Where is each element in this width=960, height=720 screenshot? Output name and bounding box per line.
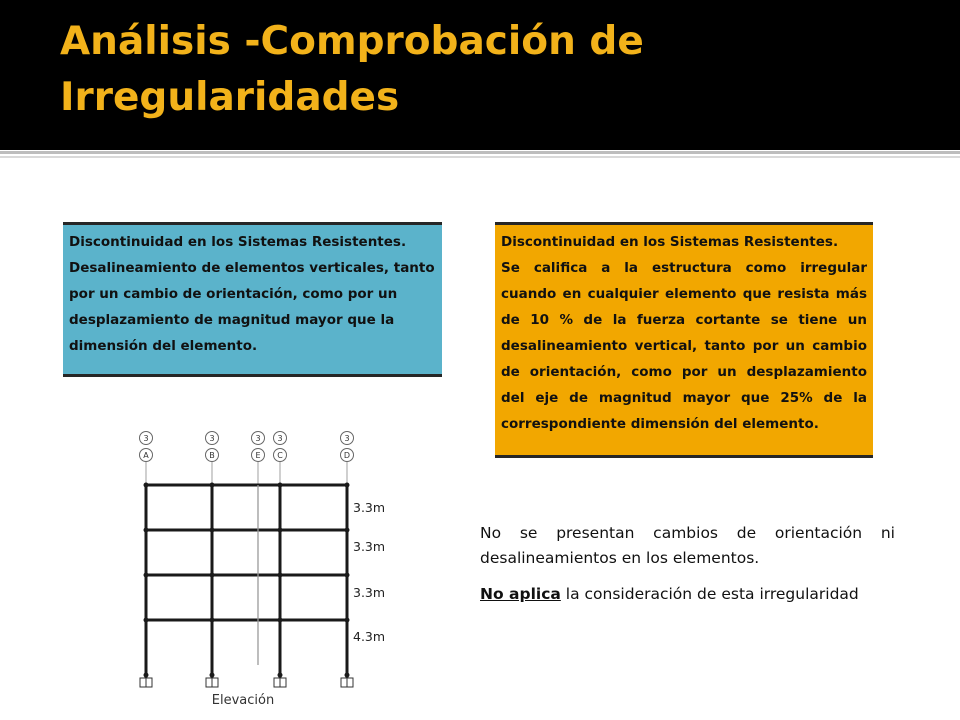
elevation-diagram: [125, 425, 405, 720]
title-bar: [0, 0, 960, 150]
criterion-heading: Discontinuidad en los Sistemas Resistentes.: [501, 234, 839, 250]
axis-e-level: 3: [255, 434, 261, 443]
axis-marker-e: [252, 432, 265, 486]
axis-marker-a: [140, 432, 153, 486]
header-divider-secondary: [0, 156, 960, 158]
axis-marker-c: [274, 432, 287, 486]
axis-c-level: 3: [277, 434, 283, 443]
norm-description-box: [63, 222, 442, 377]
conclusion-verdict: [480, 582, 895, 607]
axis-a-level: 3: [143, 434, 149, 443]
axis-c-label: C: [277, 451, 283, 460]
conclusion-note: [480, 521, 895, 607]
axis-b-label: B: [209, 451, 215, 460]
norm-description-text: Discontinuidad en los Sistemas Resistentes. Desalineamiento de elementos verticales, tanto por un cambio de orientación, como por un desplazamiento de magnitud mayor que la dimensión del elemento.: [69, 234, 435, 354]
axis-marker-b: [206, 432, 219, 486]
axis-e-label: E: [255, 451, 261, 460]
story-height-1: 4.3m: [353, 629, 386, 644]
axis-marker-d: [341, 432, 354, 486]
slide-title: Análisis -Comprobación de Irregularidades: [60, 19, 644, 120]
criterion-text: Se califica a la estructura como irregular cuando en cualquier elemento que resista más de 10 % de la fuerza cortante se tiene un desalineamiento vertical, tanto por un cambio de orientación, como por un desplazamiento del eje de magnitud mayor que 25% de la correspondiente dimensión del elemento.: [501, 260, 867, 432]
criterion-box: [495, 222, 873, 458]
frame-beams: [146, 485, 347, 620]
axis-d-label: D: [343, 451, 351, 460]
foundation-supports: [140, 678, 353, 687]
story-height-4: 3.3m: [353, 500, 386, 515]
axis-b-level: 3: [209, 434, 215, 443]
header-divider: [0, 151, 960, 154]
story-height-3: 3.3m: [353, 539, 386, 554]
axis-a-label: A: [143, 451, 149, 460]
conclusion-line: No se presentan cambios de orientación ni desalineamientos en los elementos.: [480, 524, 895, 567]
axis-markers: [140, 432, 354, 486]
frame-nodes: [144, 483, 350, 678]
verdict-rest: la consideración de esta irregularidad: [560, 585, 859, 603]
story-height-labels: [353, 500, 385, 644]
diagram-caption: Elevación: [211, 693, 275, 708]
frame-columns: [146, 485, 347, 678]
story-height-2: 3.3m: [353, 585, 386, 600]
not-applicable-label: No aplica: [480, 585, 561, 603]
axis-d-level: 3: [344, 434, 350, 443]
